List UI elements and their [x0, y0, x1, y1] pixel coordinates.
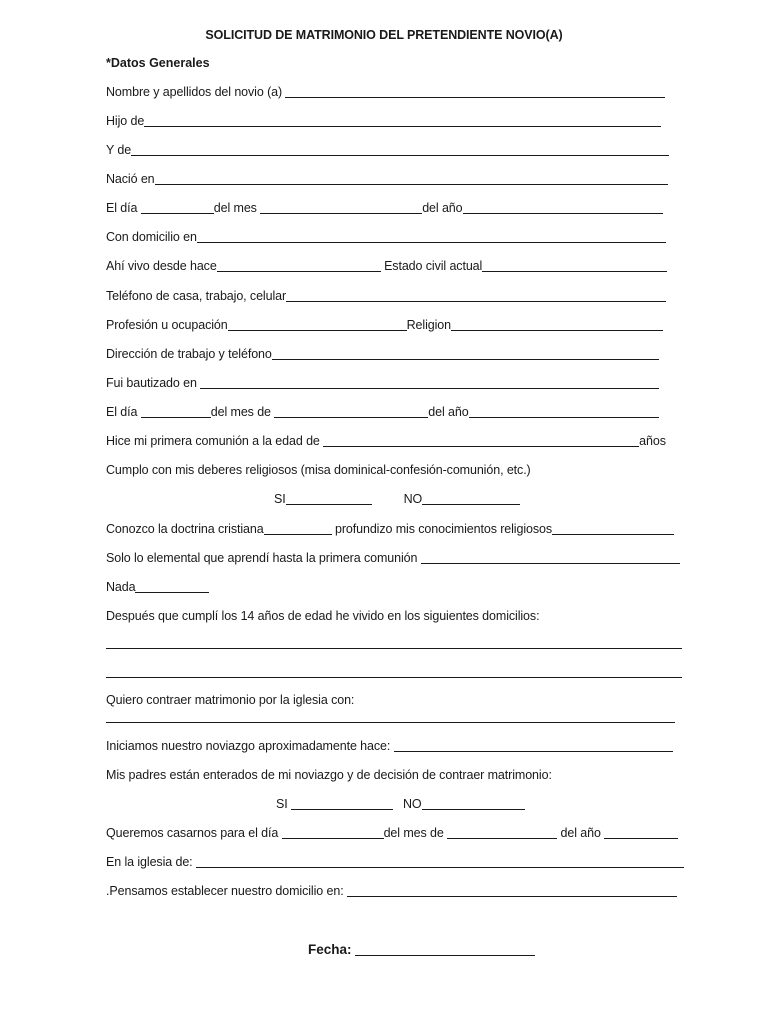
row-residencia [106, 258, 667, 274]
field-no-2[interactable] [422, 797, 525, 810]
field-estado-civil[interactable] [482, 259, 667, 272]
row-padres [106, 767, 552, 783]
label-del-anio-2: del año [428, 405, 469, 419]
field-no-1[interactable] [422, 492, 520, 505]
label-direccion-trabajo: Dirección de trabajo y teléfono [106, 347, 272, 361]
field-religion[interactable] [451, 318, 663, 331]
label-casarnos-mes: del mes de [383, 826, 444, 840]
label-anios: años [639, 434, 666, 448]
row-casarnos [106, 825, 678, 841]
row-pensamos [106, 883, 677, 899]
field-casarnos-dia[interactable] [282, 826, 384, 839]
field-nombre[interactable] [285, 85, 665, 98]
row-deberes [106, 462, 531, 478]
field-pensamos[interactable] [347, 884, 677, 897]
row-si-no-2 [276, 796, 525, 812]
field-elemental[interactable] [421, 551, 680, 564]
row-direccion-trabajo [106, 346, 659, 362]
field-noviazgo[interactable] [394, 739, 673, 752]
label-deberes: Cumplo con mis deberes religiosos (misa dominical-confesión-comunión, etc.) [106, 463, 531, 477]
field-si-1[interactable] [286, 492, 372, 505]
row-fecha-nacimiento [106, 200, 663, 216]
field-domicilios-line-2[interactable] [106, 677, 682, 678]
row-profesion [106, 317, 663, 333]
field-mes-nacimiento[interactable] [260, 201, 422, 214]
row-primera-comunion [106, 433, 666, 449]
label-religion: Religion [406, 318, 451, 332]
label-padres: Mis padres están enterados de mi noviazgo y de decisión de contraer matrimonio: [106, 768, 552, 782]
field-nada[interactable] [135, 580, 209, 593]
field-nacio-en[interactable] [155, 172, 668, 185]
label-profesion: Profesión u ocupación [106, 318, 228, 332]
label-pensamos: .Pensamos establecer nuestro domicilio en: [106, 884, 344, 898]
row-fecha [308, 941, 535, 959]
field-anio-bautizo[interactable] [469, 405, 659, 418]
field-primera-comunion[interactable] [323, 434, 639, 447]
field-anio-nacimiento[interactable] [463, 201, 663, 214]
label-elemental: Solo lo elemental que aprendí hasta la primera comunión [106, 551, 418, 565]
label-ahi-vivo: Ahí vivo desde hace [106, 259, 217, 273]
field-hijo-de[interactable] [144, 114, 661, 127]
label-iglesia: En la iglesia de: [106, 855, 193, 869]
row-domicilio [106, 229, 666, 245]
row-nada [106, 579, 209, 595]
label-casarnos-dia: Queremos casarnos para el día [106, 826, 279, 840]
field-direccion-trabajo[interactable] [272, 347, 659, 360]
label-telefono: Teléfono de casa, trabajo, celular [106, 289, 287, 303]
field-si-2[interactable] [291, 797, 393, 810]
label-el-dia: El día [106, 201, 138, 215]
field-profesion[interactable] [228, 318, 407, 331]
field-mes-bautizo[interactable] [274, 405, 428, 418]
form-title: SOLICITUD DE MATRIMONIO DEL PRETENDIENTE NOVIO(A) [205, 28, 563, 42]
label-el-dia-2: El día [106, 405, 138, 419]
row-fecha-bautizo [106, 404, 659, 420]
field-domicilio[interactable] [197, 230, 666, 243]
row-y-de [106, 142, 669, 158]
row-telefono [106, 288, 666, 304]
field-doctrina[interactable] [264, 522, 332, 535]
label-del-mes: del mes [213, 201, 257, 215]
label-del-anio: del año [422, 201, 463, 215]
label-hijo-de: Hijo de [106, 114, 145, 128]
field-fecha[interactable] [355, 941, 535, 956]
label-fecha: Fecha: [308, 942, 352, 957]
label-y-de: Y de [106, 143, 132, 157]
field-domicilios-line-1[interactable] [106, 648, 682, 649]
row-doctrina [106, 521, 674, 537]
field-telefono[interactable] [286, 289, 666, 302]
row-nacio-en [106, 171, 668, 187]
field-bautizado[interactable] [200, 376, 659, 389]
label-no-2: NO [403, 797, 422, 811]
field-iglesia[interactable] [196, 855, 684, 868]
row-noviazgo [106, 738, 673, 754]
label-nombre: Nombre y apellidos del novio (a) [106, 85, 283, 99]
field-contrayente[interactable] [106, 722, 675, 723]
label-si-2: SI [276, 797, 288, 811]
label-despues-14: Después que cumplí los 14 años de edad he vivido en los siguientes domicilios: [106, 609, 540, 623]
row-bautizado [106, 375, 659, 391]
field-casarnos-anio[interactable] [604, 826, 678, 839]
label-nada: Nada [106, 580, 136, 594]
label-primera-comunion: Hice mi primera comunión a la edad de [106, 434, 320, 448]
label-quiero-contraer: Quiero contraer matrimonio por la iglesia con: [106, 693, 355, 707]
row-hijo-de [106, 113, 661, 129]
row-si-no-1 [274, 491, 520, 507]
field-profundizo[interactable] [552, 522, 674, 535]
label-estado-civil: Estado civil actual [384, 259, 483, 273]
label-si-1: SI [274, 492, 286, 506]
label-profundizo: profundizo mis conocimientos religiosos [334, 522, 553, 536]
section-heading: *Datos Generales [106, 56, 210, 70]
label-no-1: NO [403, 492, 423, 506]
field-dia-bautizo[interactable] [141, 405, 211, 418]
field-y-de[interactable] [131, 143, 669, 156]
row-nombre [106, 84, 665, 100]
row-iglesia [106, 854, 684, 870]
label-bautizado: Fui bautizado en [106, 376, 197, 390]
label-casarnos-anio: del año [560, 826, 601, 840]
row-quiero-contraer [106, 692, 354, 708]
field-ahi-vivo[interactable] [217, 259, 381, 272]
label-domicilio: Con domicilio en [106, 230, 197, 244]
label-nacio-en: Nació en [106, 172, 155, 186]
field-casarnos-mes[interactable] [447, 826, 557, 839]
label-doctrina: Conozco la doctrina cristiana [106, 522, 264, 536]
label-noviazgo: Iniciamos nuestro noviazgo aproximadamente hace: [106, 739, 391, 753]
row-despues-14 [106, 608, 539, 624]
row-elemental [106, 550, 680, 566]
label-del-mes-2: del mes de [210, 405, 271, 419]
field-dia-nacimiento[interactable] [141, 201, 214, 214]
